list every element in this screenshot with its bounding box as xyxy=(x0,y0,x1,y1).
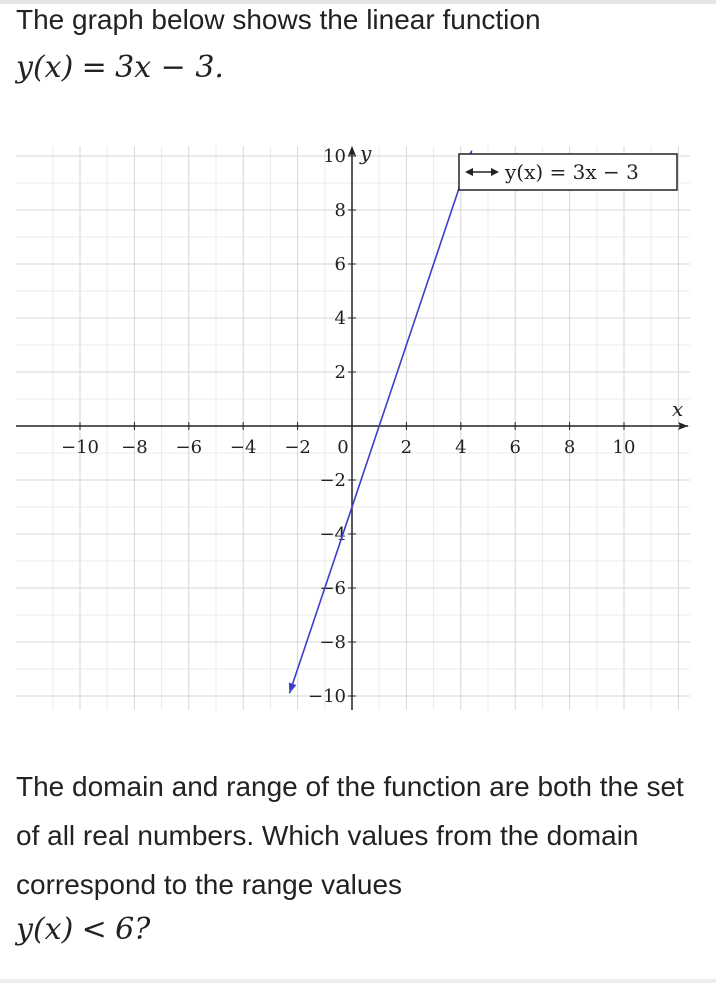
y-tick-label: −10 xyxy=(308,686,346,707)
function-period: . xyxy=(214,50,224,85)
x-tick-label: 10 xyxy=(612,437,636,458)
condition-rhs: 6? xyxy=(115,912,151,947)
linear-function-graph xyxy=(0,130,716,730)
question-text: The domain and range of the function are both the set of all real numbers. Which values from the domain correspond to the range values xyxy=(16,771,684,900)
intro-text: The graph below shows the linear function xyxy=(16,4,541,35)
y-tick-label: 8 xyxy=(334,200,346,221)
series-layer xyxy=(289,151,472,694)
condition-lhs: y(x) xyxy=(16,912,74,947)
question-condition xyxy=(16,910,150,950)
function-lhs: y(x) xyxy=(16,50,74,85)
y-tick-label: −4 xyxy=(319,524,346,545)
bottom-divider xyxy=(0,979,716,983)
x-tick-label: 8 xyxy=(563,437,576,458)
minor-grid xyxy=(16,146,690,710)
y-tick-label: 4 xyxy=(334,308,346,329)
function-equation xyxy=(16,48,224,88)
y-axis-label: y xyxy=(360,141,372,165)
x-tick-label: 4 xyxy=(455,437,467,458)
x-tick-label: −6 xyxy=(175,437,203,458)
y-tick-label: 6 xyxy=(334,254,346,275)
x-tick-label: 6 xyxy=(509,437,521,458)
legend xyxy=(459,154,677,190)
y-tick-label: −2 xyxy=(319,470,346,491)
axes xyxy=(16,146,688,710)
y-tick-label: −6 xyxy=(319,578,346,599)
y-tick-label: 10 xyxy=(323,146,346,167)
y-tick-label: −8 xyxy=(319,632,346,653)
origin-label: 0 xyxy=(337,437,349,458)
function-rhs: 3x − 3 xyxy=(115,50,215,85)
x-tick-label: −4 xyxy=(229,437,257,458)
function-equals: = xyxy=(81,50,107,85)
x-tick-label: −10 xyxy=(61,437,99,458)
function-line-arrow-start xyxy=(289,683,297,694)
function-line xyxy=(289,151,471,694)
condition-operator: < xyxy=(81,912,107,947)
x-tick-label: −8 xyxy=(121,437,148,458)
y-tick-label: 2 xyxy=(334,362,346,383)
legend-entry: y(x) = 3x − 3 xyxy=(505,160,639,184)
x-axis-label: x xyxy=(672,397,684,421)
x-tick-label: 2 xyxy=(400,437,413,458)
major-grid xyxy=(16,146,690,710)
x-tick-label: −2 xyxy=(284,437,311,458)
